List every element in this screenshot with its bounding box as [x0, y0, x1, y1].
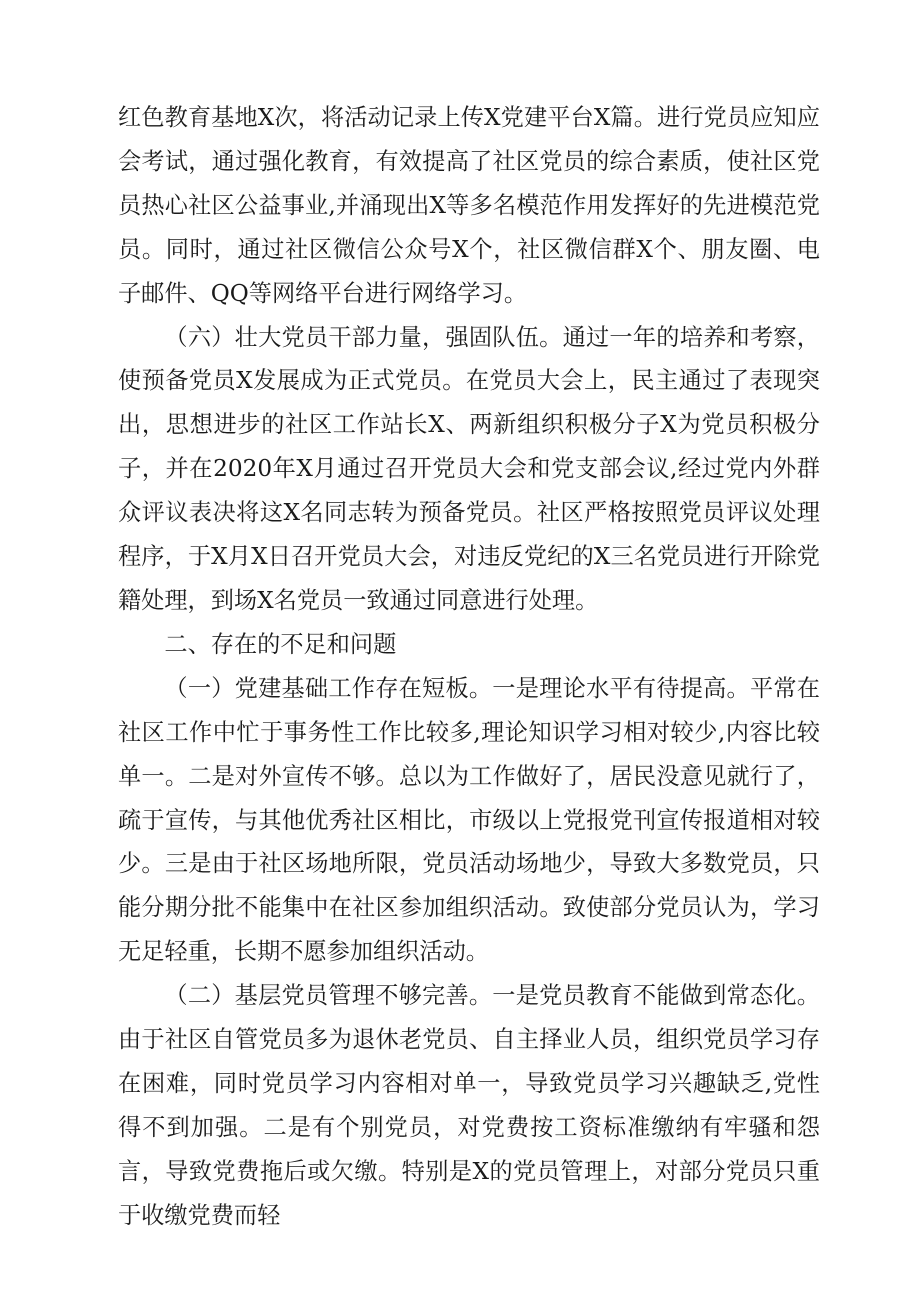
- paragraph-problem-one: （一）党建基础工作存在短板。一是理论水平有待提高。平常在社区工作中忙于事务性工作比较多,理论知识学习相对较少,内容比较单一。二是对外宣传不够。总以为工作做好了，居民没意见就行了，疏于宣传，与其他优秀社区相比，市级以上党报党刊宣传报道相对较少。三是由于社区场地所限，党员活动场地少，导致大多数党员，只能分期分批不能集中在社区参加组织活动。致使部分党员认为，学习无足轻重，长期不愿参加组织活动。: [118, 674, 820, 966]
- paragraph-continuation: 红色教育基地X次，将活动记录上传X党建平台X篇。进行党员应知应会考试，通过强化教育，有效提高了社区党员的综合素质，使社区党员热心社区公益事业,并涌现出X等多名模范作用发挥好的先进模范党员。同时，通过社区微信公众号X个，社区微信群X个、朋友圈、电子邮件、QQ等网络平台进行网络学习。: [118, 104, 820, 307]
- document-page: [118, 96, 820, 1238]
- paragraph-section-six: （六）壮大党员干部力量，强固队伍。通过一年的培养和考察，使预备党员X发展成为正式党员。在党员大会上，民主通过了表现突出，思想进步的社区工作站长X、两新组织积极分子X为党员积极分子，并在2020年X月通过召开党员大会和党支部会议,经过党内外群众评议表决将这X名同志转为预备党员。社区严格按照党员评议处理程序，于X月X日召开党员大会，对违反党纪的X三名党员进行开除党籍处理，到场X名党员一致通过同意进行处理。: [118, 323, 820, 614]
- paragraph-problem-two: （二）基层党员管理不够完善。一是党员教育不能做到常态化。由于社区自管党员多为退休老党员、自主择业人员，组织党员学习存在困难，同时党员学习内容相对单一，导致党员学习兴趣缺乏,党性得不到加强。二是有个别党员，对党费按工资标准缴纳有牢骚和怨言，导致党费拖后或欠缴。特别是X的党员管理上，对部分党员只重于收缴党费而轻: [118, 982, 820, 1229]
- section-heading-problems: 二、存在的不足和问题: [164, 630, 397, 658]
